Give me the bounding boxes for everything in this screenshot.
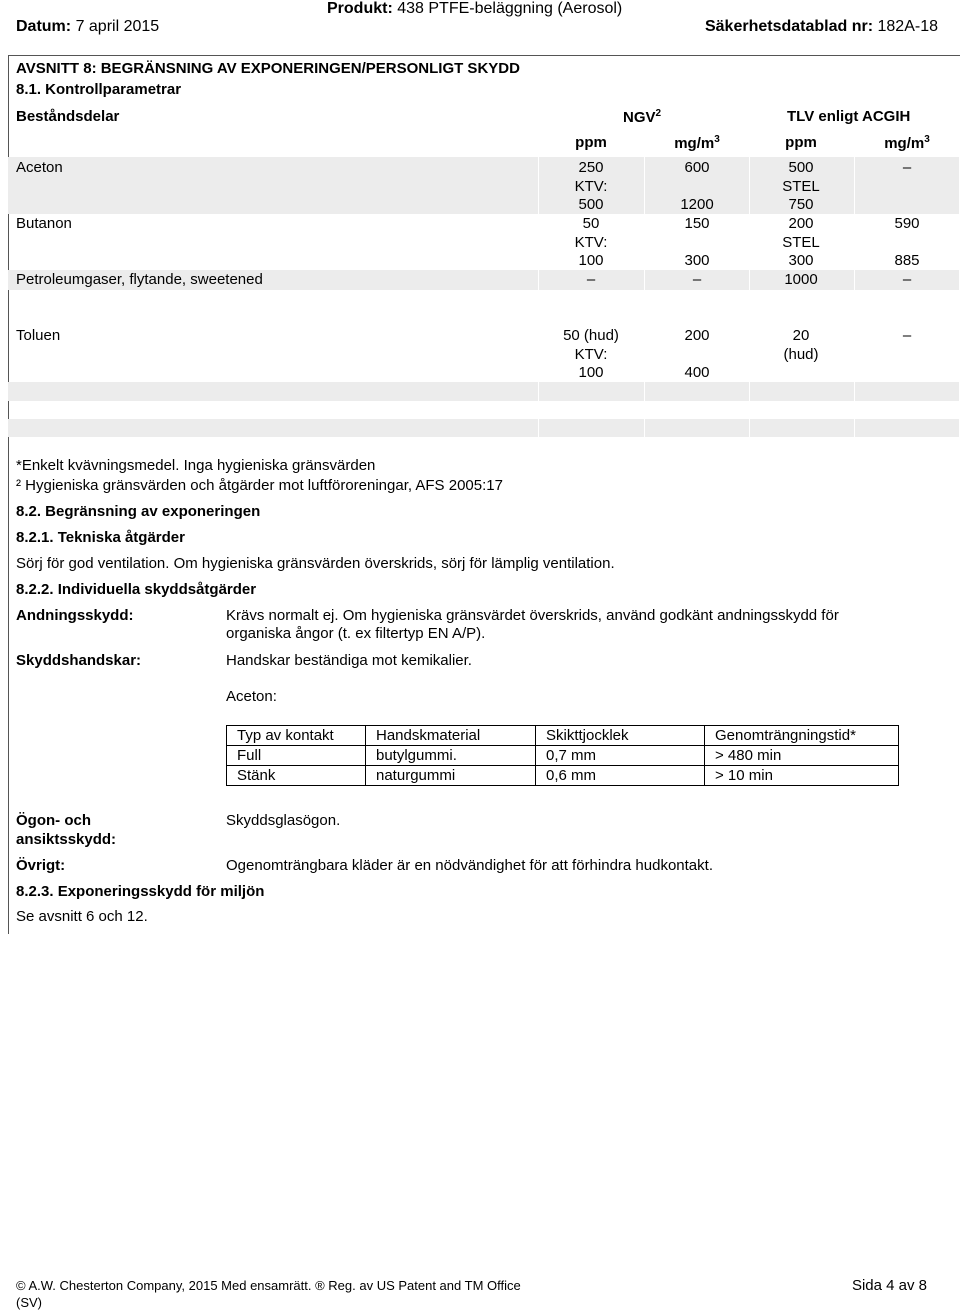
value-cell: 20 [792,327,810,344]
respiratory-text-line1: Krävs normalt ej. Om hygieniska gränsvärdet överskrids, använd godkänt andningsskydd för [226,607,839,624]
other-text: Ogenomträngbara kläder är en nödvändighet för att förhindra hudkontakt. [226,857,713,874]
subsection-8-2-2: 8.2.2. Individuella skyddsåtgärder [16,581,257,598]
eye-protection-text: Skyddsglasögon. [226,812,341,829]
footer-lang: (SV) [16,1295,42,1310]
value-cell: 300 [684,252,710,269]
sds-value: 182A-18 [877,18,938,35]
unit-label: mg/m [674,135,715,152]
aceton-label: Aceton: [226,688,277,705]
component-name: Aceton [16,159,63,176]
glove-table [226,725,899,786]
table-cell: Full [227,746,366,766]
unit-tlv-mgm [884,134,930,152]
value-cell: 50 [582,215,600,232]
value-cell: 750 [788,196,814,213]
column-divider [854,157,855,437]
table-header-cell: Genomträngningstid* [705,726,899,746]
value-cell: KTV: [574,346,608,363]
value-cell: – [902,271,912,288]
column-divider [644,157,645,437]
page-number: Sida 4 av 8 [851,1277,927,1294]
subsection-8-1: 8.1. Kontrollparametrar [16,81,182,98]
value-cell: 400 [684,364,710,381]
product-label: Produkt: [327,0,393,17]
gloves-text: Handskar beständiga mot kemikalier. [226,652,472,669]
value-cell: 50 (hud) [563,327,619,344]
date-field [16,18,159,36]
table-cell: 0,7 mm [536,746,705,766]
table-cell: Stänk [227,766,366,786]
value-cell: 1200 [680,196,714,213]
value-cell: 200 [684,327,710,344]
unit-sup: 3 [924,134,930,145]
value-cell: – [902,327,912,344]
product-value: 438 PTFE-beläggning (Aerosol) [397,0,623,17]
eye-protection-label-line1: Ögon- och [16,812,91,829]
value-cell: 500 [578,196,604,213]
value-cell: 1000 [784,271,818,288]
table-row [227,766,899,786]
row-shade [8,419,959,437]
table-row [227,746,899,766]
value-cell: STEL [782,234,820,251]
subsection-8-2: 8.2. Begränsning av exponeringen [16,503,261,520]
unit-label: mg/m [884,135,925,152]
value-cell: (hud) [783,346,819,363]
footer-copyright: © A.W. Chesterton Company, 2015 Med ensamrätt. ® Reg. av US Patent and TM Office [16,1278,521,1293]
value-cell: – [692,271,702,288]
table-header-cell: Skikttjocklek [536,726,705,746]
table-cell: > 10 min [705,766,899,786]
environment-text: Se avsnitt 6 och 12. [16,908,148,925]
value-cell: 500 [788,159,814,176]
value-cell: – [586,271,596,288]
value-cell: 300 [788,252,814,269]
other-label: Övrigt: [16,857,66,874]
unit-ngv-mgm [674,134,720,152]
column-divider [749,157,750,437]
component-name: Petroleumgaser, flytande, sweetened [16,271,263,288]
component-name: Toluen [16,327,61,344]
respiratory-label: Andningsskydd: [16,607,134,624]
value-cell: KTV: [574,178,608,195]
footnote-2: ² Hygieniska gränsvärden och åtgärder mot luftföroreningar, AFS 2005:17 [16,477,503,494]
product-field [327,0,622,18]
unit-sup: 3 [714,134,720,145]
col-ngv-header [623,108,661,126]
unit-tlv-ppm: ppm [785,134,817,151]
col-components-header: Beståndsdelar [16,108,120,125]
unit-ngv-ppm: ppm [575,134,607,151]
value-cell: 150 [684,215,710,232]
table-cell: butylgummi. [366,746,536,766]
date-label: Datum: [16,18,72,35]
table-cell: 0,6 mm [536,766,705,786]
technical-measures-text: Sörj för god ventilation. Om hygieniska gränsvärden överskrids, sörj för lämplig ventilation. [16,555,615,572]
subsection-8-2-3: 8.2.3. Exponeringsskydd för miljön [16,883,265,900]
sds-number-field [705,18,938,36]
value-cell: 590 [894,215,920,232]
sds-label: Säkerhetsdatablad nr: [704,18,874,35]
footnote-asterisk: *Enkelt kvävningsmedel. Inga hygieniska gränsvärden [16,457,376,474]
gloves-label: Skyddshandskar: [16,652,142,669]
eye-protection-label-line2: ansiktsskydd: [16,831,117,848]
value-cell: 885 [894,252,920,269]
value-cell: 600 [684,159,710,176]
table-header-cell: Handskmaterial [366,726,536,746]
subsection-8-2-1: 8.2.1. Tekniska åtgärder [16,529,185,546]
value-cell: – [902,159,912,176]
table-header-row [227,726,899,746]
value-cell: KTV: [574,234,608,251]
section-title: AVSNITT 8: BEGRÄNSNING AV EXPONERINGEN/PERSONLIGT SKYDD [16,60,520,77]
ngv-label: NGV [623,109,656,126]
value-cell: 100 [578,252,604,269]
table-cell: > 480 min [705,746,899,766]
value-cell: 200 [788,215,814,232]
respiratory-text-line2: organiska ångor (t. ex filtertyp EN A/P). [226,625,486,642]
ngv-sup: 2 [655,108,662,119]
component-name: Butanon [16,215,72,232]
value-cell: 250 [578,159,604,176]
value-cell: STEL [782,178,820,195]
column-divider [538,157,539,437]
row-shade [8,382,959,401]
value-cell: 100 [578,364,604,381]
col-tlv-header: TLV enligt ACGIH [787,108,911,125]
table-cell: naturgummi [366,766,536,786]
date-value: 7 april 2015 [75,18,160,35]
table-header-cell: Typ av kontakt [227,726,366,746]
